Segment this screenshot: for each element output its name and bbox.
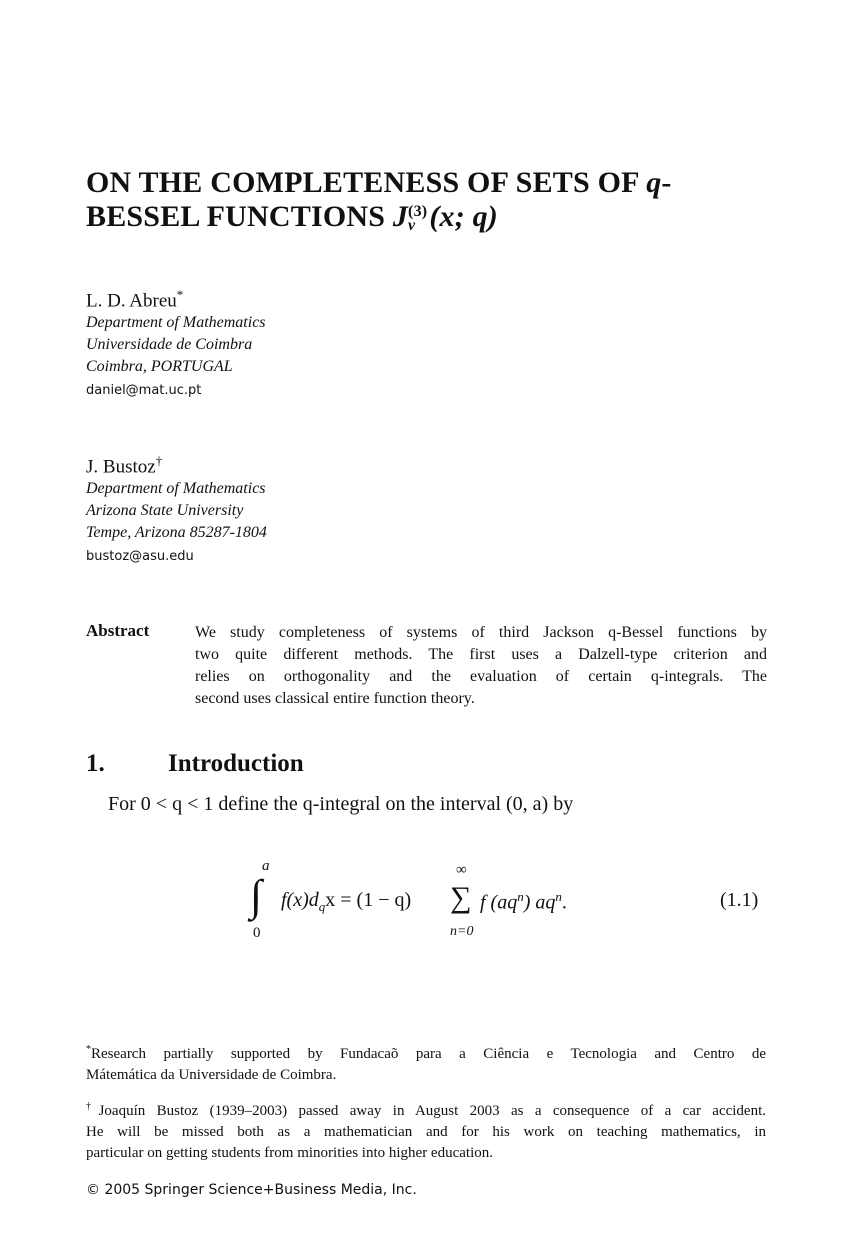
title-func-sub: ν bbox=[408, 217, 416, 235]
author-name: L. D. Abreu* bbox=[86, 287, 184, 312]
section-number: 1. bbox=[86, 750, 105, 777]
copyright-notice: © 2005 Springer Science+Business Media, Inc. bbox=[86, 1182, 417, 1198]
footnote-2 bbox=[86, 1096, 766, 1164]
footnote-1 bbox=[86, 1039, 766, 1086]
equation-number: (1.1) bbox=[720, 889, 759, 911]
affiliation-line: Tempe, Arizona 85287-1804 bbox=[86, 524, 267, 542]
summation-sign: ∑ bbox=[450, 881, 472, 914]
integral-upper-limit: a bbox=[262, 858, 270, 874]
abstract-label: Abstract bbox=[86, 621, 150, 640]
affiliation-line: Department of Mathematics bbox=[86, 480, 266, 498]
affiliation-line: Arizona State University bbox=[86, 502, 244, 520]
integral-lower-limit: 0 bbox=[253, 925, 261, 941]
title-line-1 bbox=[86, 166, 786, 200]
abstract-line: two quite different methods. The first uses a Dalzell-type criterion and bbox=[195, 646, 767, 663]
author-email: daniel@mat.uc.pt bbox=[86, 383, 202, 399]
footnote-line: *Research partially supported by Fundacaõ para a Ciência e Tecnologia and Centro de bbox=[86, 1044, 766, 1062]
author-name: J. Bustoz† bbox=[86, 453, 163, 478]
title-q: q bbox=[646, 166, 662, 199]
affiliation-line: Universidade de Coimbra bbox=[86, 336, 253, 354]
abstract-line: We study completeness of systems of third Jackson q-Bessel functions by bbox=[195, 624, 767, 641]
title-line-2 bbox=[86, 200, 786, 234]
integral-sign: ∫ bbox=[250, 871, 263, 920]
equation-lhs: $f(x)d_qx = (1 - q)$ bbox=[281, 889, 412, 914]
author-block-2 bbox=[86, 453, 267, 564]
title-func-j: J bbox=[392, 200, 409, 233]
author-email: bustoz@asu.edu bbox=[86, 549, 194, 565]
affiliation-line: Coimbra, PORTUGAL bbox=[86, 358, 233, 376]
intro-paragraph: For 0 < q < 1 define the q-integral on the interval (0, a) by bbox=[108, 793, 574, 815]
footnote-line: †Joaquín Bustoz (1939–2003) passed away in August 2003 as a consequence of a car accident. bbox=[86, 1101, 766, 1119]
abstract-line: second uses classical entire function theory. bbox=[195, 690, 475, 707]
abstract-text bbox=[195, 622, 767, 710]
footnote-line: particular on getting students from minorities into higher education. bbox=[86, 1145, 493, 1161]
title-text-2: BESSEL FUNCTIONS bbox=[86, 200, 393, 233]
footnote-line: He will be missed both as a mathematician and for his work on teaching mathematics, in bbox=[86, 1124, 766, 1140]
sum-lower-limit: n=0 bbox=[450, 924, 474, 939]
footnote-line: Mátemática da Universidade de Coimbra. bbox=[86, 1067, 337, 1083]
abstract-line: relies on orthogonality and the evaluation of certain q-integrals. The bbox=[195, 668, 767, 685]
sum-upper-limit: ∞ bbox=[456, 862, 467, 878]
title-func-args: (x; q) bbox=[429, 200, 498, 233]
affiliation-line: Department of Mathematics bbox=[86, 314, 266, 332]
title-func-sup: (3) bbox=[408, 203, 428, 221]
title-text-1: ON THE COMPLETENESS OF SETS OF bbox=[86, 166, 647, 199]
section-title: Introduction bbox=[168, 750, 304, 777]
title-hyphen: - bbox=[661, 166, 672, 199]
equation-rhs: f $(aq^n)$ $aq^n$. bbox=[480, 889, 567, 914]
author-block-1 bbox=[86, 287, 266, 398]
paper-title bbox=[86, 166, 786, 234]
